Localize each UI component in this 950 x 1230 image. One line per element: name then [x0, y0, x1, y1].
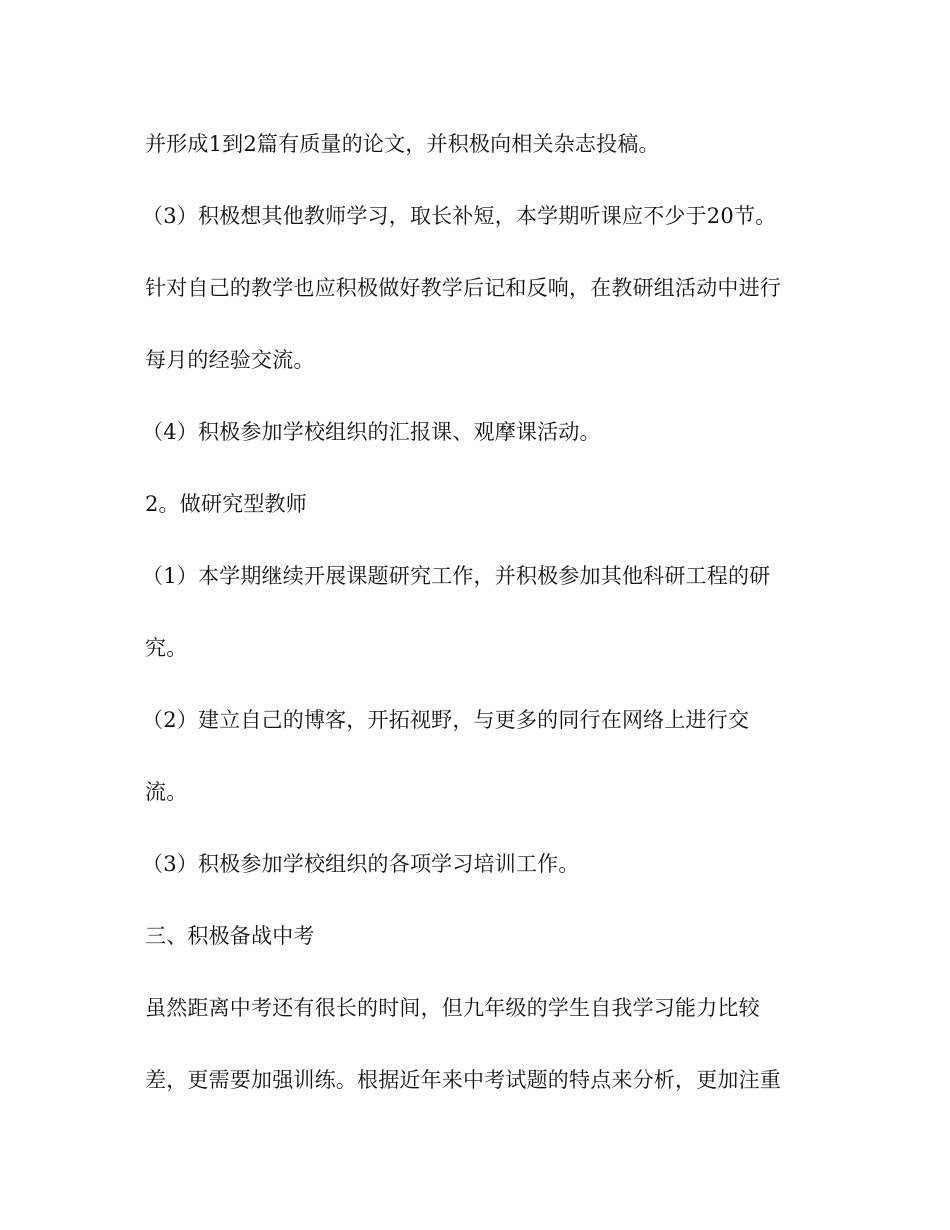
text-line-5: （4）积极参加学校组织的汇报课、观摩课活动。: [142, 420, 601, 444]
text-line-3: 针对自己的教学也应积极做好教学后记和反响，在教研组活动中进行: [145, 276, 781, 300]
text-line-13: 虽然距离中考还有很长的时间，但九年级的学生自我学习能力比较: [145, 996, 760, 1020]
text-line-1: 并形成1到2篇有质量的论文，并积极向相关杂志投稿。: [145, 132, 660, 156]
text-line-4: 每月的经验交流。: [145, 348, 315, 372]
text-line-9: （2）建立自己的博客，开拓视野，与更多的同行在网络上进行交: [142, 708, 750, 732]
section-heading-exam-prep: 三、积极备战中考: [145, 924, 315, 948]
text-line-11: （3）积极参加学校组织的各项学习培训工作。: [142, 852, 580, 876]
text-line-8: 究。: [145, 636, 188, 660]
text-line-14: 差，更需要加强训练。根据近年来中考试题的特点来分析，更加注重: [145, 1068, 781, 1092]
text-line-7: （1）本学期继续开展课题研究工作，并积极参加其他科研工程的研: [142, 564, 771, 588]
text-line-10: 流。: [145, 780, 188, 804]
text-line-2: （3）积极想其他教师学习，取长补短，本学期听课应不少于20节。: [142, 204, 777, 228]
section-heading-research-teacher: 2。做研究型教师: [145, 492, 307, 516]
